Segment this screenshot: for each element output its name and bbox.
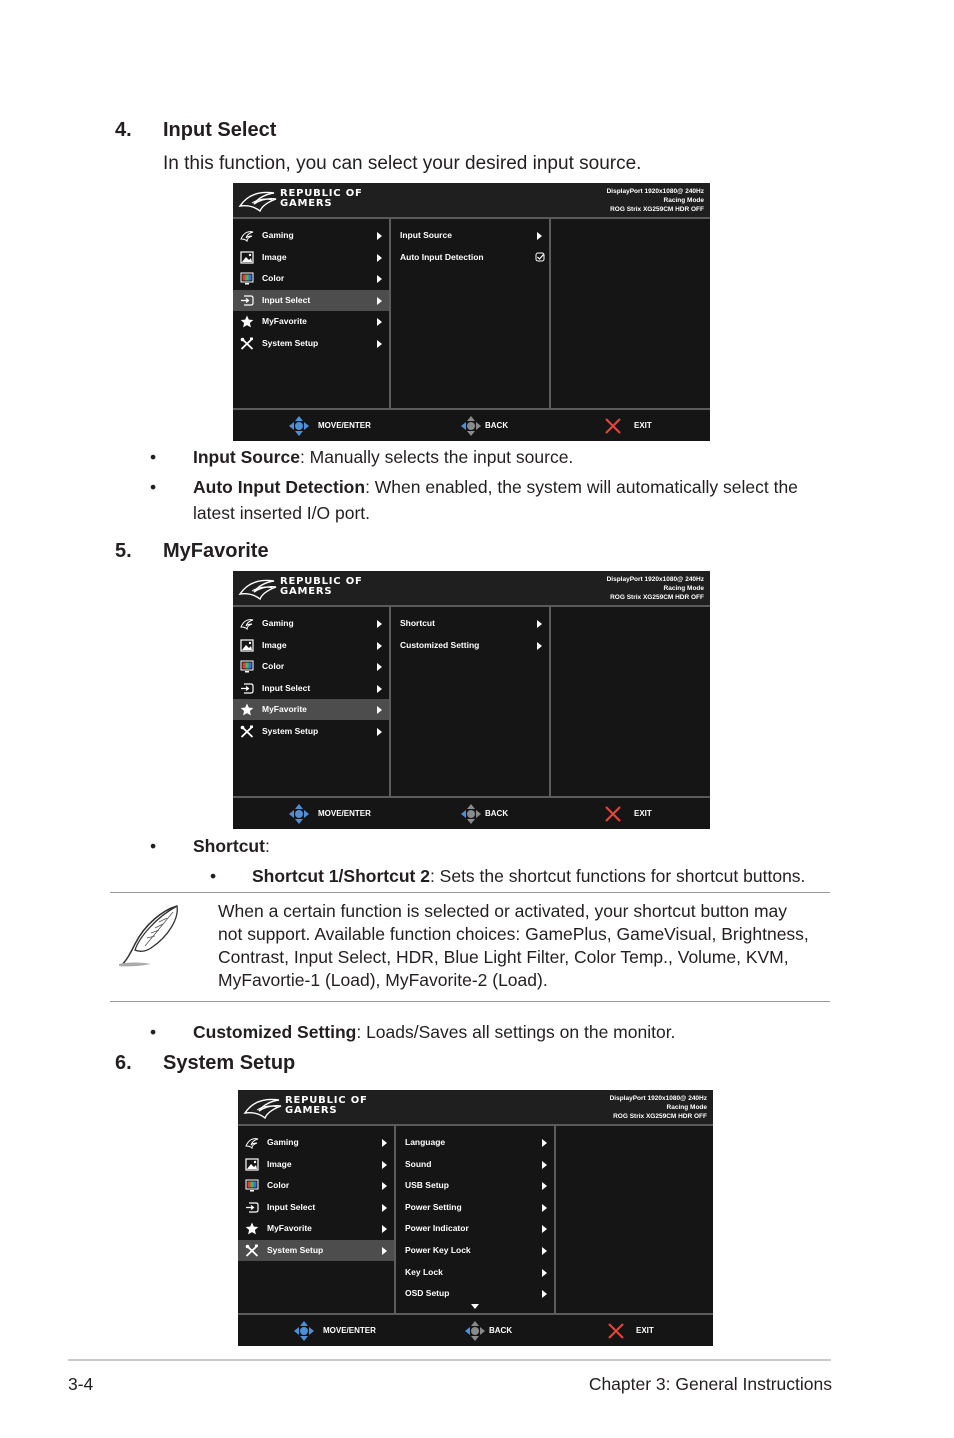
back-label: BACK [485, 421, 509, 430]
menu-item-label: Image [262, 251, 287, 262]
sub-menu [396, 1126, 554, 1313]
menu-item-label: Gaming [262, 230, 294, 240]
menu-item-myfavorite[interactable] [233, 699, 389, 720]
rog-eye-icon [240, 229, 254, 242]
image-icon [240, 639, 254, 652]
menu-item-myfavorite[interactable] [238, 1218, 394, 1239]
chevron-right-icon [377, 254, 382, 262]
footer-rule [68, 1359, 831, 1361]
joystick-move-icon [293, 1320, 315, 1342]
submenu-item-key-lock[interactable] [396, 1262, 554, 1283]
osd-body [233, 219, 710, 408]
color-icon [245, 1179, 259, 1192]
bullet: • [210, 866, 217, 886]
chevron-right-icon [382, 1161, 387, 1169]
menu-item-input-select[interactable] [233, 290, 389, 311]
menu-item-input-select[interactable] [238, 1197, 394, 1218]
chevron-right-icon [537, 620, 542, 628]
osd-footer [238, 1313, 713, 1346]
menu-item-label: Color [267, 1180, 290, 1191]
menu-item-image[interactable] [233, 635, 389, 656]
section-6-title: System Setup [163, 1052, 296, 1074]
brand-name: REPUBLIC OF GAMERS [280, 576, 363, 597]
submenu-item-label: Power Indicator [405, 1223, 469, 1234]
submenu-item-label: Shortcut [400, 618, 435, 628]
chevron-right-icon [377, 297, 382, 305]
move-enter-label: MOVE/ENTER [318, 809, 371, 818]
bullet: • [150, 447, 157, 467]
osd-screenshot-myfavorite [233, 571, 710, 829]
submenu-item-label: Key Lock [405, 1266, 443, 1277]
section-5-number: 5. [115, 540, 132, 562]
brand-name: REPUBLIC OF GAMERS [280, 188, 363, 209]
submenu-item-sound[interactable] [396, 1154, 554, 1175]
menu-item-label: Gaming [267, 1137, 299, 1147]
chevron-right-icon [542, 1161, 547, 1169]
menu-item-label: Image [262, 639, 287, 650]
submenu-item-usb-setup[interactable] [396, 1175, 554, 1196]
bullet-auto-input-detection-cont: latest inserted I/O port. [193, 503, 371, 523]
bullet: • [150, 836, 157, 856]
osd-footer [233, 408, 710, 441]
osd-body [233, 607, 710, 796]
star-icon [240, 315, 254, 328]
joystick-back-icon [464, 1320, 486, 1342]
chevron-right-icon [377, 685, 382, 693]
submenu-item-label: Customized Setting [400, 639, 480, 650]
menu-item-label: Input Select [267, 1201, 316, 1212]
bullet: • [150, 477, 157, 497]
menu-item-gaming[interactable] [238, 1132, 394, 1153]
menu-item-color[interactable] [233, 268, 389, 289]
checkbox-checked-icon[interactable] [535, 252, 545, 264]
bullet-shortcut-1-2: Shortcut 1/Shortcut 2: Sets the shortcut functions for shortcut buttons. [252, 866, 806, 886]
exit-x-icon [605, 1320, 627, 1342]
osd-header [233, 183, 710, 219]
bullet-auto-input-detection: Auto Input Detection: When enabled, the system will automatically select the [193, 477, 798, 497]
menu-item-image[interactable] [233, 247, 389, 268]
submenu-item-customized-setting[interactable] [391, 635, 549, 656]
menu-item-label: System Setup [262, 726, 319, 736]
chevron-right-icon [537, 232, 542, 240]
back-label: BACK [485, 809, 509, 818]
bullet-input-source: Input Source: Manually selects the input source. [193, 447, 574, 467]
main-menu [233, 219, 389, 408]
menu-item-system-setup[interactable] [238, 1240, 394, 1261]
menu-item-label: System Setup [267, 1245, 324, 1255]
chevron-right-icon [542, 1204, 547, 1212]
submenu-item-label: Auto Input Detection [400, 251, 484, 262]
chevron-right-icon [542, 1247, 547, 1255]
chevron-right-icon [537, 642, 542, 650]
joystick-move-icon [288, 803, 310, 825]
chevron-right-icon [542, 1139, 547, 1147]
bullet-customized-setting: Customized Setting: Loads/Saves all settings on the monitor. [193, 1022, 676, 1042]
exit-label: EXIT [634, 421, 652, 430]
sub-menu [391, 607, 549, 796]
page-number: 3-4 [68, 1374, 94, 1394]
exit-label: EXIT [636, 1326, 654, 1335]
star-icon [245, 1222, 259, 1235]
submenu-item-input-source[interactable] [391, 225, 549, 246]
note-text: When a certain function is selected or activated, your shortcut button may not support. Available function choices: GamePlus, GameVisual, Brightness, Contrast, Input Select, HDR, Blue Light Filter, Color Temp., Volume, KVM, MyFavortie-1 (Load), MyFavorite-2 (Load). [218, 901, 809, 990]
submenu-item-label: Input Source [400, 230, 452, 240]
exit-label: EXIT [634, 809, 652, 818]
menu-item-input-select[interactable] [233, 678, 389, 699]
tools-icon [240, 337, 254, 350]
chevron-right-icon [377, 340, 382, 348]
submenu-item-label: Power Setting [405, 1201, 462, 1212]
exit-x-icon [602, 803, 624, 825]
image-icon [245, 1158, 259, 1171]
chevron-right-icon [377, 728, 382, 736]
move-enter-label: MOVE/ENTER [323, 1326, 376, 1335]
chevron-right-icon [542, 1290, 547, 1298]
main-menu [238, 1126, 394, 1313]
status-info: DisplayPort 1920x1080@ 240Hz Racing Mode ROG Strix XG259CM HDR OFF [609, 1095, 707, 1120]
section-4-title: Input Select [163, 119, 277, 141]
chapter-title: Chapter 3: General Instructions [588, 1374, 832, 1394]
joystick-back-icon [460, 415, 482, 437]
tools-icon [245, 1244, 259, 1257]
submenu-item-auto-input-detection[interactable] [391, 247, 549, 268]
input-icon [245, 1201, 259, 1214]
chevron-right-icon [382, 1182, 387, 1190]
menu-item-gaming[interactable] [233, 225, 389, 246]
chevron-right-icon [542, 1269, 547, 1277]
submenu-item-osd-setup[interactable] [396, 1283, 554, 1304]
chevron-right-icon [377, 620, 382, 628]
tools-icon [240, 725, 254, 738]
osd-footer [233, 796, 710, 829]
input-icon [240, 294, 254, 307]
chevron-right-icon [382, 1204, 387, 1212]
chevron-right-icon [542, 1225, 547, 1233]
section-4-number: 4. [115, 119, 132, 141]
chevron-right-icon [377, 642, 382, 650]
menu-item-image[interactable] [238, 1154, 394, 1175]
star-icon [240, 703, 254, 716]
chevron-right-icon [377, 706, 382, 714]
joystick-move-icon [288, 415, 310, 437]
rog-eye-icon [240, 617, 254, 630]
chevron-right-icon [377, 275, 382, 283]
submenu-item-label: Power Key Lock [405, 1245, 471, 1255]
menu-item-label: Input Select [262, 294, 311, 305]
menu-item-color[interactable] [238, 1175, 394, 1196]
exit-x-icon [602, 415, 624, 437]
osd-header [233, 571, 710, 607]
menu-item-system-setup[interactable] [233, 333, 389, 354]
scroll-down-icon [471, 1304, 479, 1309]
status-info: DisplayPort 1920x1080@ 240Hz Racing Mode ROG Strix XG259CM HDR OFF [606, 188, 704, 213]
sub-menu [391, 219, 549, 408]
bullet: • [150, 1022, 157, 1042]
menu-item-label: System Setup [262, 338, 319, 348]
menu-item-gaming[interactable] [233, 613, 389, 634]
menu-item-label: Image [267, 1158, 292, 1169]
osd-body [238, 1126, 713, 1313]
menu-item-system-setup[interactable] [233, 721, 389, 742]
chevron-right-icon [382, 1139, 387, 1147]
main-menu [233, 607, 389, 796]
menu-item-color[interactable] [233, 656, 389, 677]
menu-item-label: Gaming [262, 618, 294, 628]
section-4-intro: In this function, you can select your desired input source. [163, 153, 642, 174]
color-icon [240, 660, 254, 673]
chevron-right-icon [542, 1182, 547, 1190]
color-icon [240, 272, 254, 285]
submenu-item-shortcut[interactable] [391, 613, 549, 634]
submenu-item-label: USB Setup [405, 1180, 449, 1191]
osd-header [238, 1090, 713, 1126]
chevron-right-icon [377, 318, 382, 326]
chevron-right-icon [382, 1225, 387, 1233]
osd-screenshot-system-setup [238, 1090, 713, 1346]
submenu-item-power-indicator[interactable] [396, 1218, 554, 1239]
bullet-shortcut: Shortcut: [193, 836, 270, 856]
submenu-item-power-setting[interactable] [396, 1197, 554, 1218]
submenu-item-label: OSD Setup [405, 1288, 450, 1299]
menu-item-label: Color [262, 273, 285, 284]
input-icon [240, 682, 254, 695]
submenu-item-power-key-lock[interactable] [396, 1240, 554, 1261]
menu-item-label: MyFavorite [262, 316, 307, 327]
chevron-right-icon [377, 663, 382, 671]
image-icon [240, 251, 254, 264]
menu-item-label: MyFavorite [267, 1223, 312, 1234]
menu-item-label: MyFavorite [262, 704, 307, 715]
menu-item-myfavorite[interactable] [233, 311, 389, 332]
brand-name: REPUBLIC OF GAMERS [285, 1095, 368, 1116]
submenu-item-language[interactable] [396, 1132, 554, 1153]
status-info: DisplayPort 1920x1080@ 240Hz Racing Mode ROG Strix XG259CM HDR OFF [606, 576, 704, 601]
back-label: BACK [489, 1326, 513, 1335]
menu-item-label: Color [262, 661, 285, 672]
osd-screenshot-input-select [233, 183, 710, 441]
menu-item-label: Input Select [262, 682, 311, 693]
submenu-item-label: Sound [405, 1158, 432, 1169]
section-6-number: 6. [115, 1052, 132, 1074]
chevron-right-icon [382, 1247, 387, 1255]
joystick-back-icon [460, 803, 482, 825]
move-enter-label: MOVE/ENTER [318, 421, 371, 430]
section-5-title: MyFavorite [163, 540, 269, 562]
note-feather-icon [115, 902, 185, 970]
rog-eye-icon [245, 1136, 259, 1149]
chevron-right-icon [377, 232, 382, 240]
submenu-item-label: Language [405, 1137, 446, 1147]
